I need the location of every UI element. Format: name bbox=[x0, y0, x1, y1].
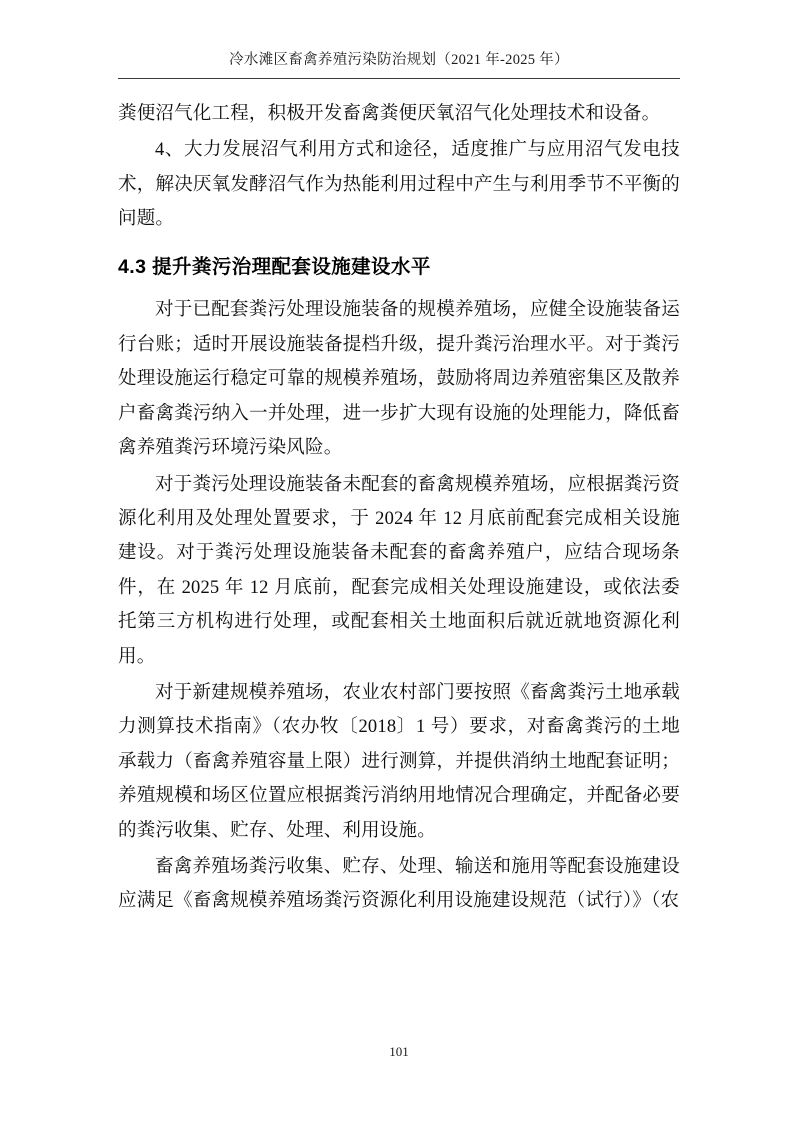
paragraph: 粪便沼气化工程，积极开发畜禽粪便厌氧沼气化处理技术和设备。 bbox=[118, 103, 661, 124]
section-heading: 4.3 提升粪污治理配套设施建设水平 bbox=[118, 256, 431, 279]
paragraph: 对于粪污处理设施装备未配套的畜禽规模养殖场，应根据粪污资源化利用及处理处置要求，于 2024 年 12 月底前配套完成相关设施建设。对于粪污处理设施装备未配套的畜禽养殖户，应结合现场条件，在 2025 年 12 月底前，配套完成相关处理设施建设，或依法委托第三方机构进行处理，或配套相关土地面积后就近就地资源化利用。 bbox=[118, 474, 680, 667]
page-header-title: 冷水滩区畜禽养殖污染防治规划（2021 年-2025 年） bbox=[229, 52, 569, 68]
page-number: 101 bbox=[389, 1044, 409, 1059]
paragraph: 4、大力发展沼气利用方式和途径，适度推广与应用沼气发电技术，解决厌氧发酵沼气作为热能利用过程中产生与利用季节不平衡的问题。 bbox=[118, 140, 680, 229]
page-content bbox=[118, 50, 680, 1060]
header-divider bbox=[118, 78, 680, 79]
paragraph: 对于新建规模养殖场，农业农村部门要按照《畜禽粪污土地承载力测算技术指南》（农办牧〔2018〕1 号）要求，对畜禽粪污的土地承载力（畜禽养殖容量上限）进行测算，并提供消纳土地配套证明；养殖规模和场区位置应根据粪污消纳用地情况合理确定，并配备必要的粪污收集、贮存、处理、利用设施。 bbox=[118, 682, 680, 841]
paragraph: 畜禽养殖场粪污收集、贮存、处理、输送和施用等配套设施建设应满足《畜禽规模养殖场粪污资源化利用设施建设规范（试行）》（农 bbox=[118, 856, 680, 912]
paragraph: 对于已配套粪污处理设施装备的规模养殖场，应健全设施装备运行台账；适时开展设施装备提档升级，提升粪污治理水平。对于粪污处理设施运行稳定可靠的规模养殖场，鼓励将周边养殖密集区及散养户畜禽粪污纳入一并处理，进一步扩大现有设施的处理能力，降低畜禽养殖粪污环境污染风险。 bbox=[118, 300, 680, 459]
